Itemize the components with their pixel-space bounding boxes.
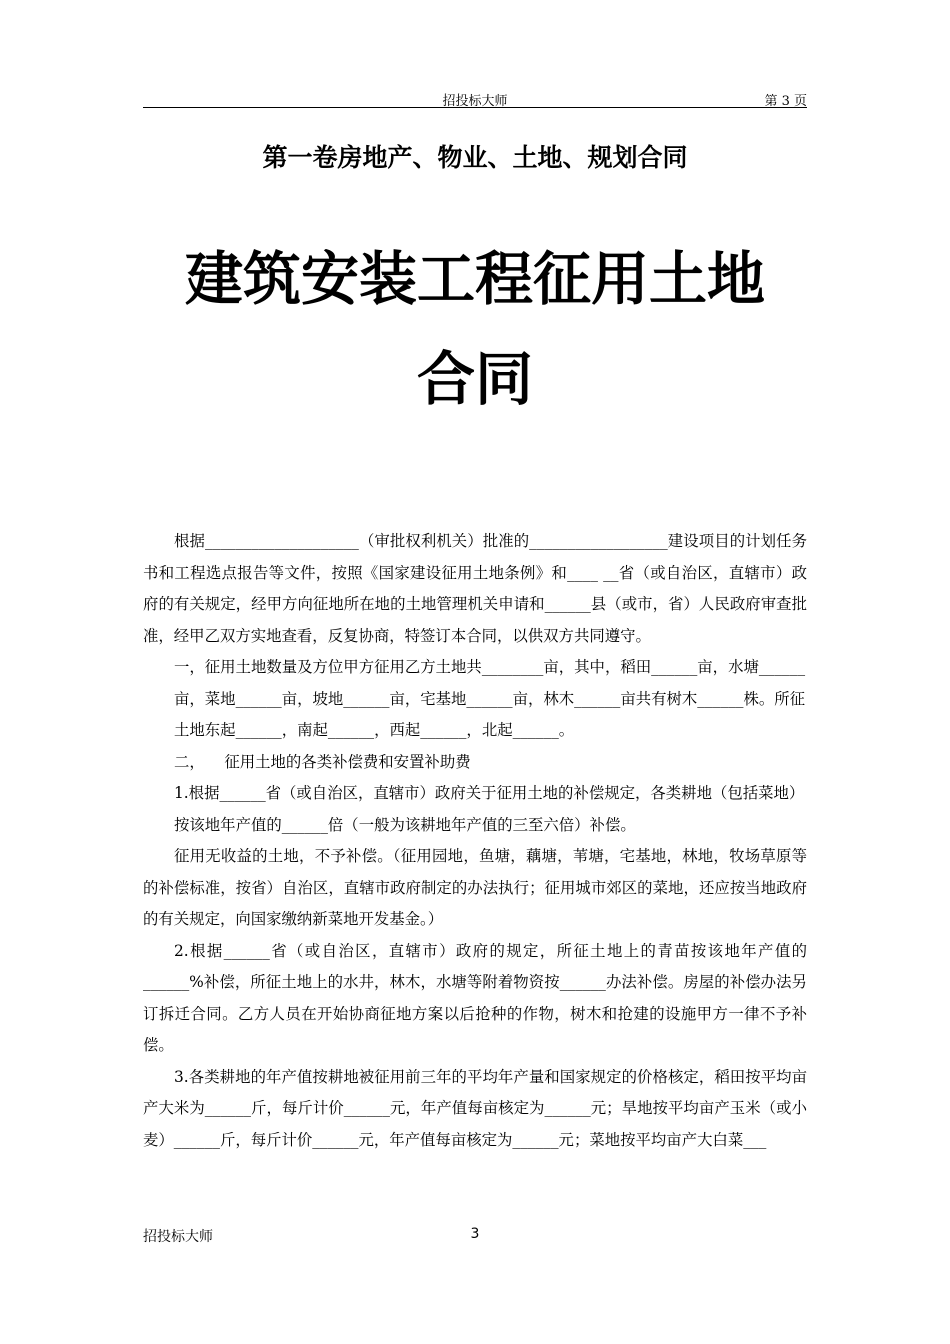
- item-3: 3.各类耕地的年产值按耕地被征用前三年的平均年产量和国家规定的价格核定，稻田按平均亩产大米为______斤，每斤计价______元，年产值每亩核定为______元；旱地按平均亩产玉米（或小麦）______斤，每斤计价______元，年产值每亩核定为______元；菜地按平均亩产大白菜___: [143, 1067, 807, 1149]
- volume-title: 第一卷房地产、物业、土地、规划合同: [262, 143, 688, 172]
- doc-title-line2: 合同: [416, 345, 533, 413]
- doc-title-line1: 建筑安装工程征用土地: [184, 245, 765, 313]
- section-1: [143, 652, 807, 747]
- section-1-line-1: 一，征用土地数量及方位甲方征用乙方土地共________亩，其中，稻田______亩，水塘______: [174, 658, 806, 676]
- item-1-line-1: 1.根据______省（或自治区，直辖市）政府关于征用土地的补偿规定，各类耕地（包括菜地）: [174, 784, 805, 802]
- footer-title: 招投标大师: [143, 1229, 213, 1245]
- header-title: 招投标大师: [442, 94, 508, 109]
- section-1-line-3: 土地东起______，南起______，西起______，北起______。: [174, 721, 575, 739]
- contract-body: [143, 526, 807, 1156]
- section-2-heading: 二， 征用土地的各类补偿费和安置补助费: [174, 752, 471, 771]
- item-2: 2.根据______省（或自治区，直辖市）政府的规定，所征土地上的青苗按该地年产值的______%补偿，所征土地上的水井，林木，水塘等附着物资按______办法补偿。房屋的补偿办法另订拆迁合同。乙方人员在开始协商征地方案以后抢种的作物，树木和抢建的设施甲方一律不予补偿。: [143, 941, 807, 1054]
- header-page-label: 第 3 页: [764, 94, 807, 109]
- header-rule: [143, 107, 807, 108]
- section-1-line-2: 亩，菜地______亩，坡地______亩，宅基地______亩，林木______亩共有树木______株。所征: [174, 689, 806, 708]
- item-1-line-2: 按该地年产值的______倍（一般为该耕地年产值的三至六倍）补偿。: [174, 815, 636, 834]
- footer-page-number: 3: [470, 1226, 480, 1242]
- intro-paragraph: 根据____________________（审批权利机关）批准的__________________建设项目的计划任务书和工程选点报告等文件，按照《国家建设征用土地条例》和____ __省（或自治区，直辖市）政府的有关规定，经甲方向征地所在地的土地管理机关申请和______县（或市，省）人民政府审查批准，经甲乙双方实地查看，反复协商，特签订本合同，以供双方共同遵守。: [143, 532, 807, 645]
- no-yield-paragraph: 征用无收益的土地，不予补偿。（征用园地，鱼塘，藕塘，苇塘，宅基地，林地，牧场草原等的补偿标准，按省）自治区，直辖市政府制定的办法执行；征用城市郊区的菜地，还应按当地政府的有关规定，向国家缴纳新菜地开发基金。）: [143, 847, 807, 928]
- item-1: [143, 778, 807, 841]
